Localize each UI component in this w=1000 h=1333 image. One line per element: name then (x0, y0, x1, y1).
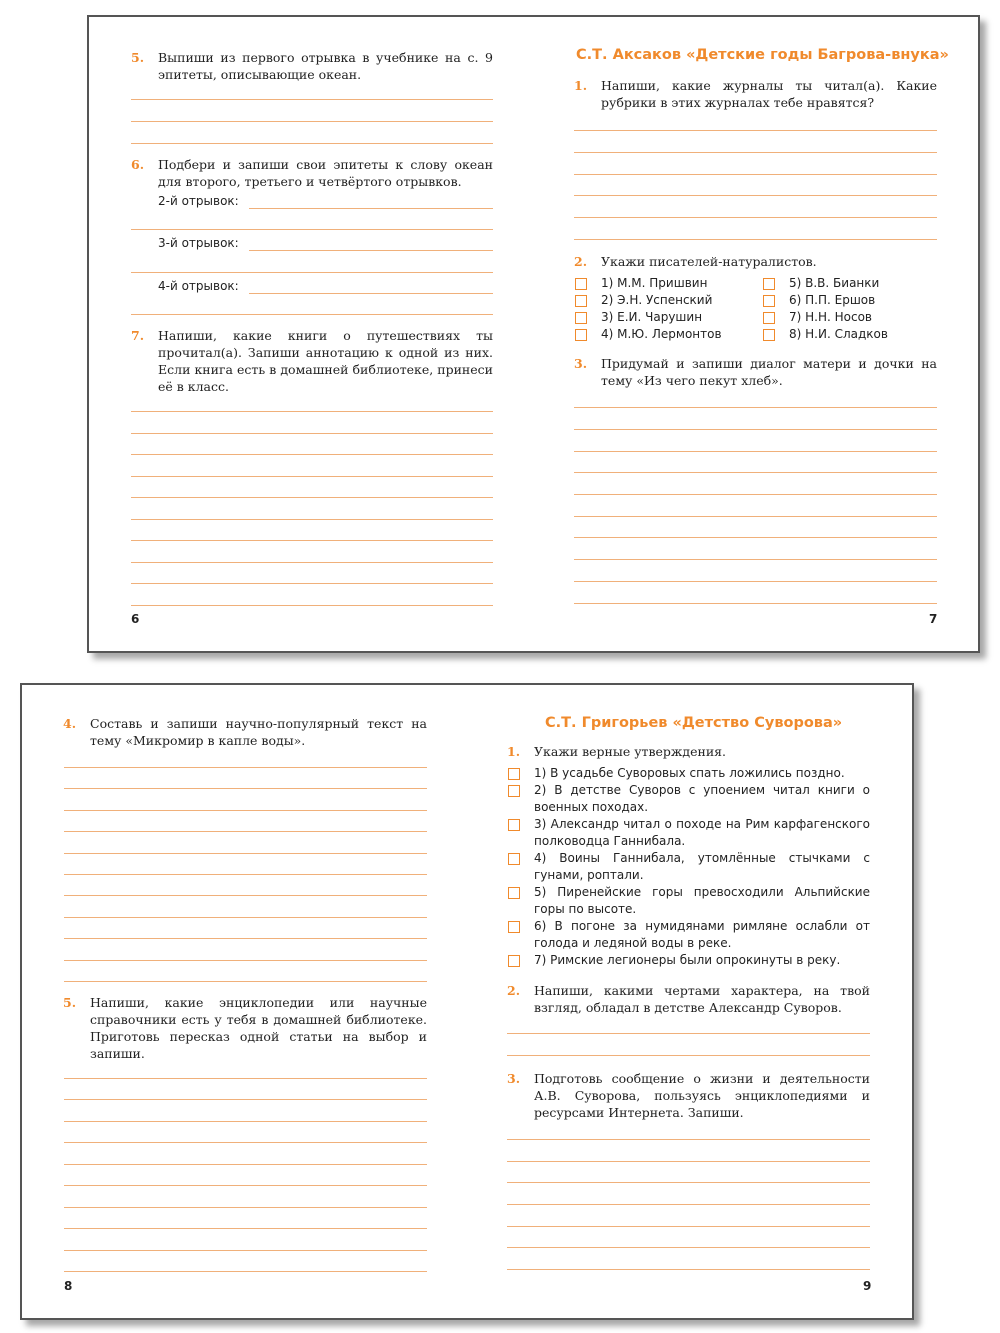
statement-checkbox[interactable] (508, 819, 520, 831)
statement-text: 2) В детстве Суворов с упоением читал книги о военных походах. (534, 783, 870, 814)
answer-line[interactable] (64, 1099, 427, 1100)
task-3-page9 (507, 1070, 870, 1121)
answer-line[interactable] (574, 516, 937, 517)
task-number: 4. (63, 716, 77, 731)
task-5-page6 (131, 49, 493, 83)
task-text: Укажи писателей-натуралистов. (601, 254, 817, 269)
writer-option: 2) Э.Н. Успенский (601, 293, 713, 307)
answer-line[interactable] (131, 99, 493, 100)
statement-text: 6) В погоне за нумидянами римляне ослабли от голода и ледяной воды в реке. (534, 919, 870, 950)
page-number: 8 (64, 1279, 73, 1293)
answer-line[interactable] (131, 314, 493, 315)
task-number: 1. (507, 744, 521, 759)
task-2-page7 (574, 253, 937, 270)
task-number: 2. (574, 254, 588, 269)
writer-option: 5) В.В. Бианки (789, 276, 880, 290)
answer-line[interactable] (64, 1142, 427, 1143)
writer-checkbox[interactable] (575, 312, 587, 324)
answer-line[interactable] (131, 583, 493, 584)
answer-line[interactable] (574, 603, 937, 604)
fragment-4-label: 4-й отрывок: (158, 279, 239, 293)
page-heading: С.Т. Григорьев «Детство Суворова» (545, 715, 843, 731)
answer-line[interactable] (574, 429, 937, 430)
answer-line[interactable] (64, 1164, 427, 1165)
answer-line[interactable] (64, 788, 427, 789)
answer-line[interactable] (574, 174, 937, 175)
task-number: 5. (131, 50, 145, 65)
answer-line[interactable] (131, 143, 493, 144)
statement-text: 1) В усадьбе Суворовых спать ложились поздно. (534, 766, 845, 780)
task-number: 3. (507, 1071, 521, 1086)
task-text: Напиши, какие журналы ты читал(а). Какие рубрики в этих журналах тебе нравятся? (601, 78, 937, 110)
task-text: Напиши, какие книги о путешествиях ты прочитал(а). Запиши аннотацию к одной из них. Если книга есть в домашней библиотеке, принеси её в класс. (158, 328, 493, 394)
task-3-page7 (574, 355, 937, 389)
workbook-spread-pages-8-9 (20, 683, 914, 1320)
answer-line[interactable] (131, 454, 493, 455)
answer-line[interactable] (131, 229, 493, 230)
task-number: 3. (574, 356, 588, 371)
task-7-page6 (131, 327, 493, 395)
answer-line[interactable] (64, 853, 427, 854)
answer-line[interactable] (131, 411, 493, 412)
answer-line[interactable] (64, 960, 427, 961)
answer-line[interactable] (249, 293, 493, 294)
writer-option: 8) Н.И. Сладков (789, 327, 888, 341)
task-text: Подбери и запиши свои эпитеты к слову океан для второго, третьего и четвёртого отрывков. (158, 157, 493, 189)
answer-line[interactable] (64, 981, 427, 982)
workbook-spread-pages-6-7 (87, 15, 980, 653)
answer-line[interactable] (574, 537, 937, 538)
answer-line[interactable] (64, 1121, 427, 1122)
statement-checkbox[interactable] (508, 955, 520, 967)
answer-line[interactable] (574, 152, 937, 153)
answer-line[interactable] (507, 1247, 870, 1248)
answer-line[interactable] (249, 250, 493, 251)
writer-checkbox[interactable] (763, 295, 775, 307)
page-number: 9 (863, 1279, 872, 1293)
task-text: Укажи верные утверждения. (534, 744, 727, 759)
statement-text: 3) Александр читал о походе на Рим карфагенского полководца Ганнибала. (534, 817, 870, 848)
task-5-page8 (63, 994, 427, 1062)
answer-line[interactable] (507, 1055, 870, 1056)
answer-line[interactable] (507, 1033, 870, 1034)
writer-checkbox[interactable] (575, 295, 587, 307)
statement-checkbox[interactable] (508, 768, 520, 780)
answer-line[interactable] (507, 1139, 870, 1140)
task-text: Выпиши из первого отрывка в учебнике на с. 9 эпитеты, описывающие океан. (158, 50, 493, 82)
writer-option: 3) Е.И. Чарушин (601, 310, 703, 324)
task-number: 7. (131, 328, 145, 343)
answer-line[interactable] (64, 810, 427, 811)
answer-line[interactable] (574, 559, 937, 560)
answer-line[interactable] (64, 1228, 427, 1229)
fragment-3-label: 3-й отрывок: (158, 236, 239, 250)
statement-text: 4) Воины Ганнибала, утомлённые стычками с гунами, роптали. (534, 851, 870, 882)
statement-checkbox[interactable] (508, 785, 520, 797)
answer-line[interactable] (574, 407, 937, 408)
writer-option: 7) Н.Н. Носов (789, 310, 872, 324)
answer-line[interactable] (131, 497, 493, 498)
writer-checkbox[interactable] (763, 312, 775, 324)
writer-checkbox[interactable] (763, 278, 775, 290)
writer-option: 6) П.П. Ершов (789, 293, 876, 307)
statement-checkbox[interactable] (508, 887, 520, 899)
page-number: 6 (131, 612, 140, 626)
answer-line[interactable] (131, 272, 493, 273)
answer-line[interactable] (574, 451, 937, 452)
task-number: 6. (131, 157, 145, 172)
answer-line[interactable] (574, 494, 937, 495)
answer-line[interactable] (64, 767, 427, 768)
answer-line[interactable] (131, 562, 493, 563)
answer-line[interactable] (64, 917, 427, 918)
task-1-page7 (574, 77, 937, 111)
task-2-page9 (507, 982, 870, 1016)
answer-line[interactable] (507, 1269, 870, 1270)
answer-line[interactable] (507, 1182, 870, 1183)
task-4-page8 (63, 715, 427, 749)
writer-option: 4) М.Ю. Лермонтов (601, 327, 722, 341)
answer-line[interactable] (64, 1271, 427, 1272)
writer-option: 1) М.М. Пришвин (601, 276, 708, 290)
answer-line[interactable] (64, 895, 427, 896)
answer-line[interactable] (64, 1207, 427, 1208)
statement-checkbox[interactable] (508, 853, 520, 865)
answer-line[interactable] (64, 874, 427, 875)
answer-line[interactable] (507, 1226, 870, 1227)
answer-line[interactable] (574, 217, 937, 218)
statement-text: 7) Римские легионеры были опрокинуты в реку. (534, 953, 841, 967)
answer-line[interactable] (574, 472, 937, 473)
answer-line[interactable] (507, 1161, 870, 1162)
fragment-2-label: 2-й отрывок: (158, 194, 239, 208)
task-text: Придумай и запиши диалог матери и дочки на тему «Из чего пекут хлеб». (601, 356, 937, 388)
task-text: Подготовь сообщение о жизни и деятельности А.В. Суворова, пользуясь энциклопедиями и ресурсами Интернета. Запиши. (534, 1071, 870, 1120)
writer-checkbox[interactable] (763, 329, 775, 341)
task-number: 2. (507, 983, 521, 998)
writer-checkbox[interactable] (575, 329, 587, 341)
answer-line[interactable] (574, 130, 937, 131)
answer-line[interactable] (131, 433, 493, 434)
page-number: 7 (929, 612, 938, 626)
task-6-page6 (131, 156, 493, 190)
answer-line[interactable] (574, 581, 937, 582)
answer-line[interactable] (574, 239, 937, 240)
answer-line[interactable] (64, 831, 427, 832)
statement-checkbox[interactable] (508, 921, 520, 933)
page-heading: С.Т. Аксаков «Детские годы Багрова-внука» (576, 47, 949, 63)
task-number: 5. (63, 995, 77, 1010)
task-text: Напиши, какими чертами характера, на твой взгляд, обладал в детстве Александр Суворов. (534, 983, 870, 1015)
answer-line[interactable] (249, 208, 493, 209)
task-text: Напиши, какие энциклопедии или научные справочники есть у тебя в домашней библиотеке. Приготовь пересказ одной статьи на выбор и запиши. (90, 995, 427, 1061)
answer-line[interactable] (131, 540, 493, 541)
answer-line[interactable] (507, 1204, 870, 1205)
answer-line[interactable] (64, 1250, 427, 1251)
task-1-page9 (507, 743, 870, 760)
answer-line[interactable] (64, 1185, 427, 1186)
task-number: 1. (574, 78, 588, 93)
answer-line[interactable] (64, 1078, 427, 1079)
answer-line[interactable] (131, 121, 493, 122)
statement-text: 5) Пиренейские горы превосходили Альпийские горы по высоте. (534, 885, 870, 916)
answer-line[interactable] (131, 519, 493, 520)
writer-checkbox[interactable] (575, 278, 587, 290)
answer-line[interactable] (64, 938, 427, 939)
task-text: Составь и запиши научно-популярный текст на тему «Микромир в капле воды». (90, 716, 427, 748)
answer-line[interactable] (574, 195, 937, 196)
answer-line[interactable] (131, 476, 493, 477)
answer-line[interactable] (131, 605, 493, 606)
